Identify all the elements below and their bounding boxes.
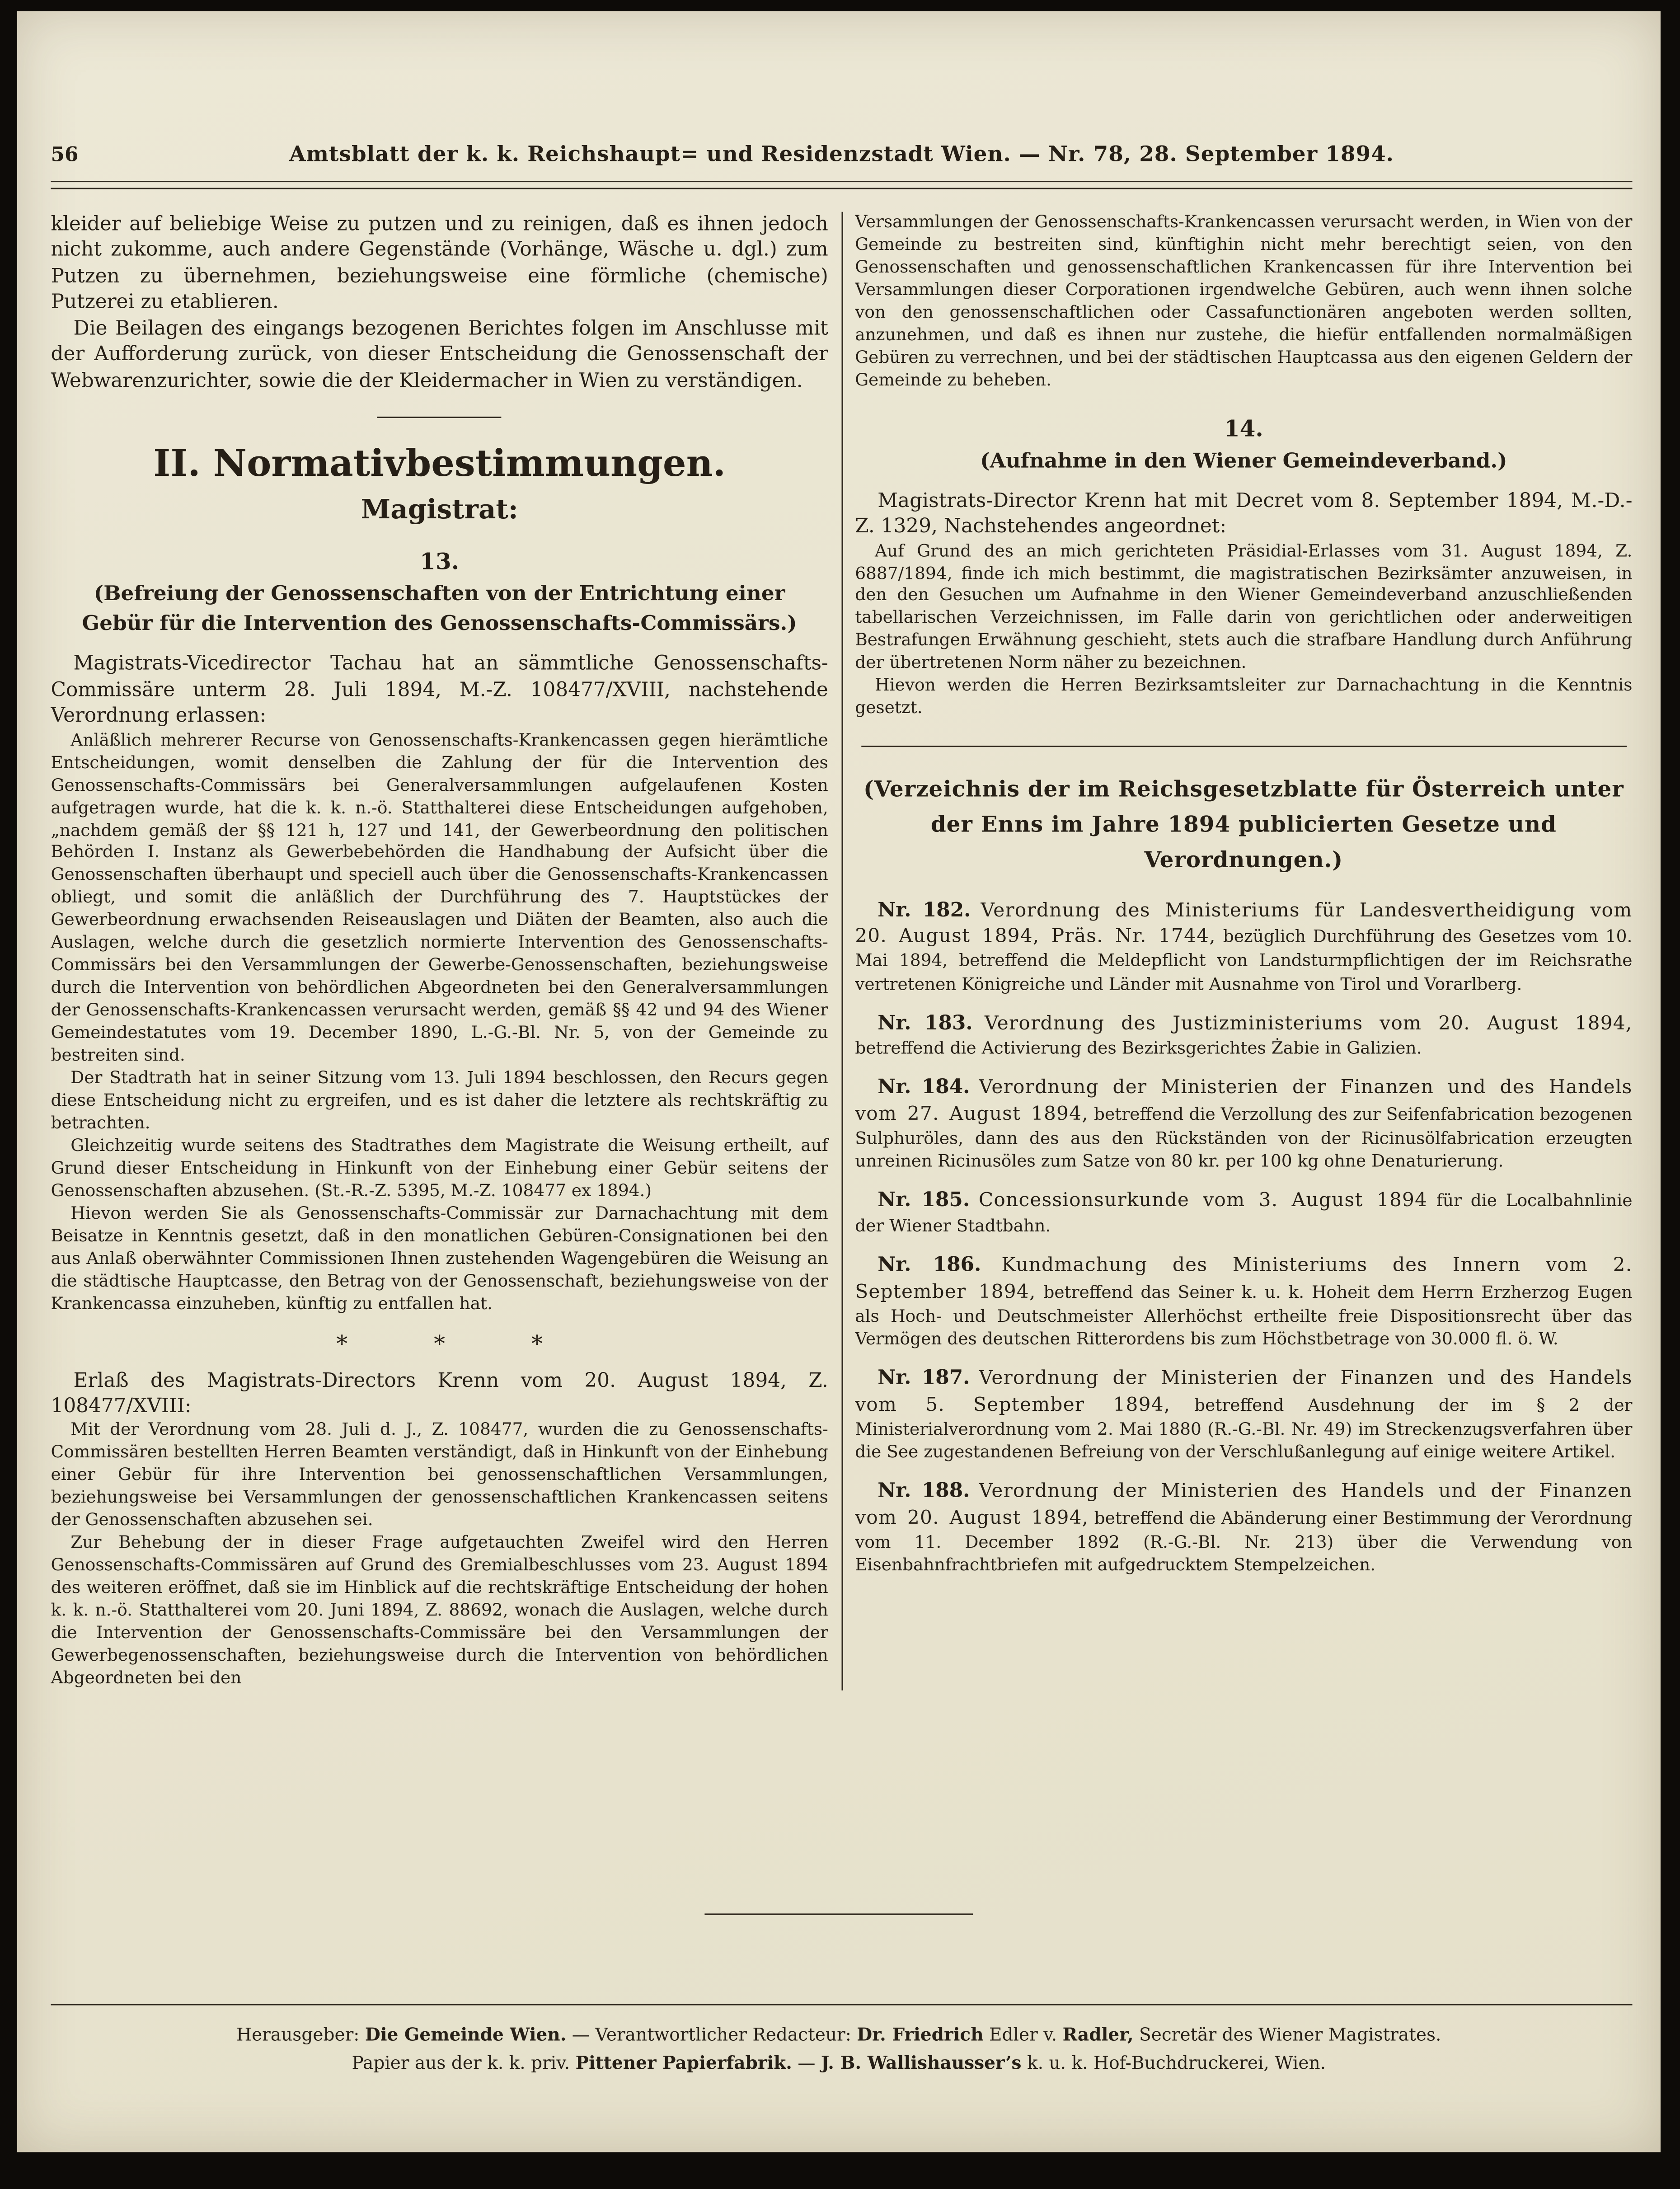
entry-number: Nr. 188. <box>878 1480 970 1503</box>
paragraph-continuation-right: Versammlungen der Genossenschafts-Krankencassen verursacht werden, in Wien von der Gemeinde zu bestreiten sind, künftighin nicht mehr berechtigt seien, von den Genossenschaften und genossenschaftlichen Krankencassen für ihre Intervention bei Versammlungen dieser Corporationen irgendwelche Gebüren, auch wenn ihnen solche von den genossenschaftlichen oder Cassafunctionären angeboten werden sollten, anzunehmen, und daß es ihnen nur zustehe, die hiefür entfallenden normalmäßigen Gebüren zu verrechnen, und bei der städtischen Hauptcassa aus den eigenen Geldern der Gemeinde zu beheben. <box>855 211 1633 390</box>
entry-detail: betreffend die Verzollung des zur Seifenfabrication bezogenen Sulphuröles, dann des aus den Rückständen von der Ricinusölfabrication erzeugten unreinen Ricinusöles zum Satze von 80 kr. per 100 kg ohne Denaturierung. <box>855 1104 1633 1171</box>
entry-detail: betreffend die Abänderung einer Bestimmung der Verordnung vom 11. December 1892 (R.-G.-Bl. Nr. 213) über die Verwendung von Eisenbahnfrachtbriefen mit aufgedrucktem Stempelzeichen. <box>855 1508 1633 1575</box>
header-rule <box>51 181 1633 189</box>
redacteur-name: Dr. Friedrich <box>857 2024 984 2045</box>
entry-detail: betreffend Ausdehnung der im § 2 der Ministerialverordnung vom 2. Mai 1880 (R.-G.-Bl. Nr. 49) im Streckenzugsverfahren über die See zugestandenen Befreiung von der Verschlußanlegung auf einige weitere Artikel. <box>855 1395 1633 1462</box>
left-column <box>51 212 828 1690</box>
entry-detail: betreffend das Seiner k. u. k. Hoheit dem Herrn Erzherzog Eugen als Hoch- und Deutschmeister Allerhöchst ertheilte freie Dispositionsrecht über das Vermögen des deutschen Ritterordens bis zum Höchstbetrage von 30.000 fl. ö. W. <box>855 1282 1633 1349</box>
entry-number: Nr. 187. <box>878 1367 970 1390</box>
list-divider-rule <box>861 746 1627 747</box>
entry-number: Nr. 186. <box>878 1254 981 1277</box>
imprint-rule <box>51 2004 1633 2005</box>
gazette-entry <box>855 1010 1632 1060</box>
erlass-intro: Erlaß des Magistrats-Directors Krenn vom 20. August 1894, Z. 108477/XVIII: <box>51 1369 828 1418</box>
printer-rest: k. u. k. Hof-Buchdruckerei, Wien. <box>1021 2051 1326 2073</box>
publisher-name: Die Gemeinde Wien. <box>365 2024 567 2045</box>
page-header <box>51 141 1633 173</box>
paper-mill-name: Pittener Papierfabrik. <box>575 2051 792 2073</box>
article-14-body-2: Hievon werden die Herren Bezirksamtsleiter zur Darnachachtung in die Kenntnis gesetzt. <box>855 675 1633 718</box>
article-14-body-1: Auf Grund des an mich gerichteten Präsidial-Erlasses vom 31. August 1894, Z. 6887/1894, finde ich mich bestimmt, die magistratischen Bezirksämter anzuweisen, in den den Gesuchen um Aufnahme in den Wiener Gemeindeverband anzuschließenden tabellarischen Verzeichnissen, im Falle darin von gerichtlichen oder anderweitigen Bestrafungen Erwähnung geschieht, stets auch die strafbare Handlung durch Anführung der übertretenen Norm näher zu bezeichnen. <box>855 540 1633 673</box>
article-14-intro: Magistrats-Director Krenn hat mit Decret vom 8. September 1894, M.-D.-Z. 1329, Nachstehendes angeordnet: <box>855 489 1633 538</box>
gazette-entry <box>855 1253 1632 1351</box>
entry-lead: Verordnung des Justizministeriums vom 20. August 1894, <box>984 1012 1633 1035</box>
printer-name: J. B. Wallishausser’s <box>821 2051 1022 2073</box>
masthead-title: Amtsblatt der k. k. Reichshaupt= und Residenzstadt Wien. — Nr. 78, 28. September 1894. <box>289 141 1394 167</box>
asterisk-divider: * * * <box>336 1329 543 1357</box>
entry-detail: für die Localbahnlinie der Wiener Stadtbahn. <box>855 1191 1633 1236</box>
gazette-entry <box>855 1479 1632 1576</box>
imprint-separator-2: — <box>792 2051 821 2073</box>
imprint-line-2 <box>17 2048 1661 2076</box>
redacteur-mid: Edler v. <box>983 2024 1063 2045</box>
entry-number: Nr. 182. <box>878 899 971 922</box>
article-13-intro: Magistrats-Vicedirector Tachau hat an sämmtliche Genossenschafts-Commissäre unterm 28. Juli 1894, M.-Z. 108477/XVIII, nachstehende Verordnung erlassen: <box>51 653 828 728</box>
entry-lead: Kundmachung des Ministeriums des Innern vom 2. September 1894, <box>855 1254 1633 1304</box>
gazette-entry <box>855 1188 1632 1237</box>
article-13-body-3: Gleichzeitig wurde seitens des Stadtrathes dem Magistrate die Weisung ertheilt, auf Grund dieser Entscheidung in Hinkunft von der Einhebung einer Gebür seitens der Genossenschaften abzusehen. (St.-R.-Z. 5395, M.-Z. 108477 ex 1894.) <box>51 1135 828 1200</box>
imprint-separator: — <box>566 2024 596 2045</box>
entry-detail: bezüglich Durchführung des Gesetzes vom 10. Mai 1894, betreffend die Meldepflicht von Landsturmpflichtigen der im Reichsrathe vertretenen Königreiche und Länder mit Ausnahme von Tirol und Vorarlberg. <box>855 927 1633 994</box>
section-heading: II. Normativbestimmungen. <box>153 444 726 486</box>
column-rule <box>841 212 842 1690</box>
entry-lead: Concessionsurkunde vom 3. August 1894 <box>978 1189 1428 1212</box>
article-13-title: (Befreiung der Genossenschaften von der Entrichtung einer Gebür für die Intervention des Genossenschafts-Commissärs.) <box>82 582 797 636</box>
redacteur-title: Secretär des Wiener Magistrates. <box>1133 2024 1441 2045</box>
entry-lead: Verordnung der Ministerien der Finanzen und des Handels vom 27. August 1894, <box>855 1076 1633 1126</box>
magistrat-heading: Magistrat: <box>361 494 518 526</box>
end-of-content-rule <box>704 1913 973 1915</box>
article-13-body-4: Hievon werden Sie als Genossenschafts-Commissär zur Darnachachtung mit dem Beisatze in Kenntnis gesetzt, daß in den monatlichen Gebüren-Consignationen bei den aus Anlaß oberwähnter Commissionen Ihnen zustehenden Wagengebüren die Weisung an die städtische Hauptcasse, den Betrag von der Genossenschaft, beziehungsweise von der Krankencassa einzuheben, künftig zu entfallen hat. <box>51 1203 828 1313</box>
entry-number: Nr. 185. <box>878 1189 970 1212</box>
article-13-body-2: Der Stadtrath hat in seiner Sitzung vom 13. Juli 1894 beschlossen, den Recurs gegen diese Entscheidung nicht zu ergreifen, und es ist daher die letztere als rechtskräftig zu betrachten. <box>51 1067 828 1133</box>
paragraph-beilagen: Die Beilagen des eingangs bezogenen Berichtes folgen im Anschlusse mit der Aufforderung zurück, von dieser Entscheidung die Genossenschaft der Webwarenzurichter, sowie die der Kleidermacher in Wien zu verständigen. <box>51 317 828 393</box>
columns <box>51 212 1633 1690</box>
imprint-line-1 <box>17 2021 1661 2049</box>
entry-lead: Verordnung des Ministeriums für Landesvertheidigung vom 20. August 1894, Präs. Nr. 1744, <box>855 899 1633 948</box>
gazette-entry <box>855 1366 1632 1464</box>
entry-number: Nr. 183. <box>878 1012 973 1035</box>
entry-detail: betreffend die Activierung des Bezirksgerichtes Żabie in Galizien. <box>855 1038 1422 1058</box>
gazette-entry <box>855 897 1632 995</box>
paragraph-continuation: kleider auf beliebige Weise zu putzen und zu reinigen, daß es ihnen jedoch nicht zukomme, auch andere Gegenstände (Vorhänge, Wäsche u. dgl.) zum Putzen zu übernehmen, beziehungsweise eine förmliche (chemische) Putzerei zu etablieren. <box>51 213 828 315</box>
section-divider-rule <box>377 417 502 418</box>
entry-lead: Verordnung der Ministerien des Handels und der Finanzen vom 20. August 1894, <box>855 1480 1633 1530</box>
erlass-body-2: Zur Behebung der in dieser Frage aufgetauchten Zweifel wird den Herren Genossenschafts-Commissären auf Grund des Gremialbeschlusses vom 23. August 1894 des weiteren eröffnet, daß sie im Hinblick auf die rechtskräftige Entscheidung der hohen k. k. n.-ö. Statthalterei vom 20. Juni 1894, Z. 88692, wonach die Auslagen, welche durch die Intervention der Genossenschafts-Commissäre bei den Versammlungen der Gewerbegenossenschaften, beziehungsweise durch die Intervention von behördlichen Abgeordneten bei den <box>51 1532 828 1688</box>
gazette-entry <box>855 1075 1632 1173</box>
entry-number: Nr. 184. <box>878 1076 970 1099</box>
article-13-number: 13. <box>420 548 460 575</box>
newspaper-page <box>17 11 1661 2152</box>
paper-label: Papier aus der k. k. priv. <box>352 2051 576 2073</box>
article-14-number: 14. <box>1224 414 1263 442</box>
article-13-body-1: Anläßlich mehrerer Recurse von Genossenschafts-Krankencassen gegen hierämtliche Entscheidungen, womit denselben die Zahlung der für die Intervention des Genossenschafts-Commissärs bei Generalversammlungen aufgelaufenen Kosten aufgetragen wurde, hat die k. k. n.-ö. Statthalterei diese Entscheidungen aufgehoben, „nachdem gemäß der §§ 121 h, 127 und 141, der Gewerbeordnung den politischen Behörden I. Instanz als Gewerbebehörden die Handhabung der Aufsicht über die Genossenschaften überhaupt und speciell auch über die Genossenschafts-Krankencassen obliegt, und somit die anläßlich der Durchführung des 7. Hauptstückes der Gewerbeordnung erwachsenden Reiseauslagen und Diäten der Beamten, also auch die Auslagen, welche durch die gesetzlich normierte Intervention des Genossenschafts-Commissärs bei den Versammlungen der Gewerbe-Genossenschaften, beziehungsweise durch die Intervention von behördlichen Abgeordneten bei den Generalversammlungen der Genossenschafts-Krankencassen verursacht werden, gemäß §§ 42 und 94 des Wiener Gemeindestatutes vom 19. December 1890, L.-G.-Bl. Nr. 5, von der Gemeinde zu bestreiten sind. <box>51 729 828 1065</box>
redacteur-surname: Radler, <box>1062 2024 1134 2045</box>
page-content <box>51 11 1633 1690</box>
right-column <box>855 212 1632 1690</box>
verzeichnis-heading: (Verzeichnis der im Reichsgesetzblatte für Österreich unter der Enns im Jahre 1894 publicierten Gesetze und Verordnungen.) <box>863 775 1624 873</box>
entry-lead: Verordnung der Ministerien der Finanzen und des Handels vom 5. September 1894, <box>855 1367 1633 1417</box>
page-number: 56 <box>51 144 79 167</box>
article-14-title: (Aufnahme in den Wiener Gemeindeverband.) <box>980 448 1507 473</box>
imprint <box>17 2021 1661 2076</box>
redacteur-label: Verantwortlicher Redacteur: <box>595 2024 857 2045</box>
publisher-label: Herausgeber: <box>236 2024 365 2045</box>
erlass-body-1: Mit der Verordnung vom 28. Juli d. J., Z. 108477, wurden die zu Genossenschafts-Commissären bestellten Herren Beamten verständigt, daß in Hinkunft von der Einhebung einer Gebür für ihre Intervention bei genossenschaftlichen Versammlungen, beziehungsweise bei Versammlungen der genossenschaftlichen Krankencassen seitens der Genossenschaften abzusehen sei. <box>51 1419 828 1530</box>
